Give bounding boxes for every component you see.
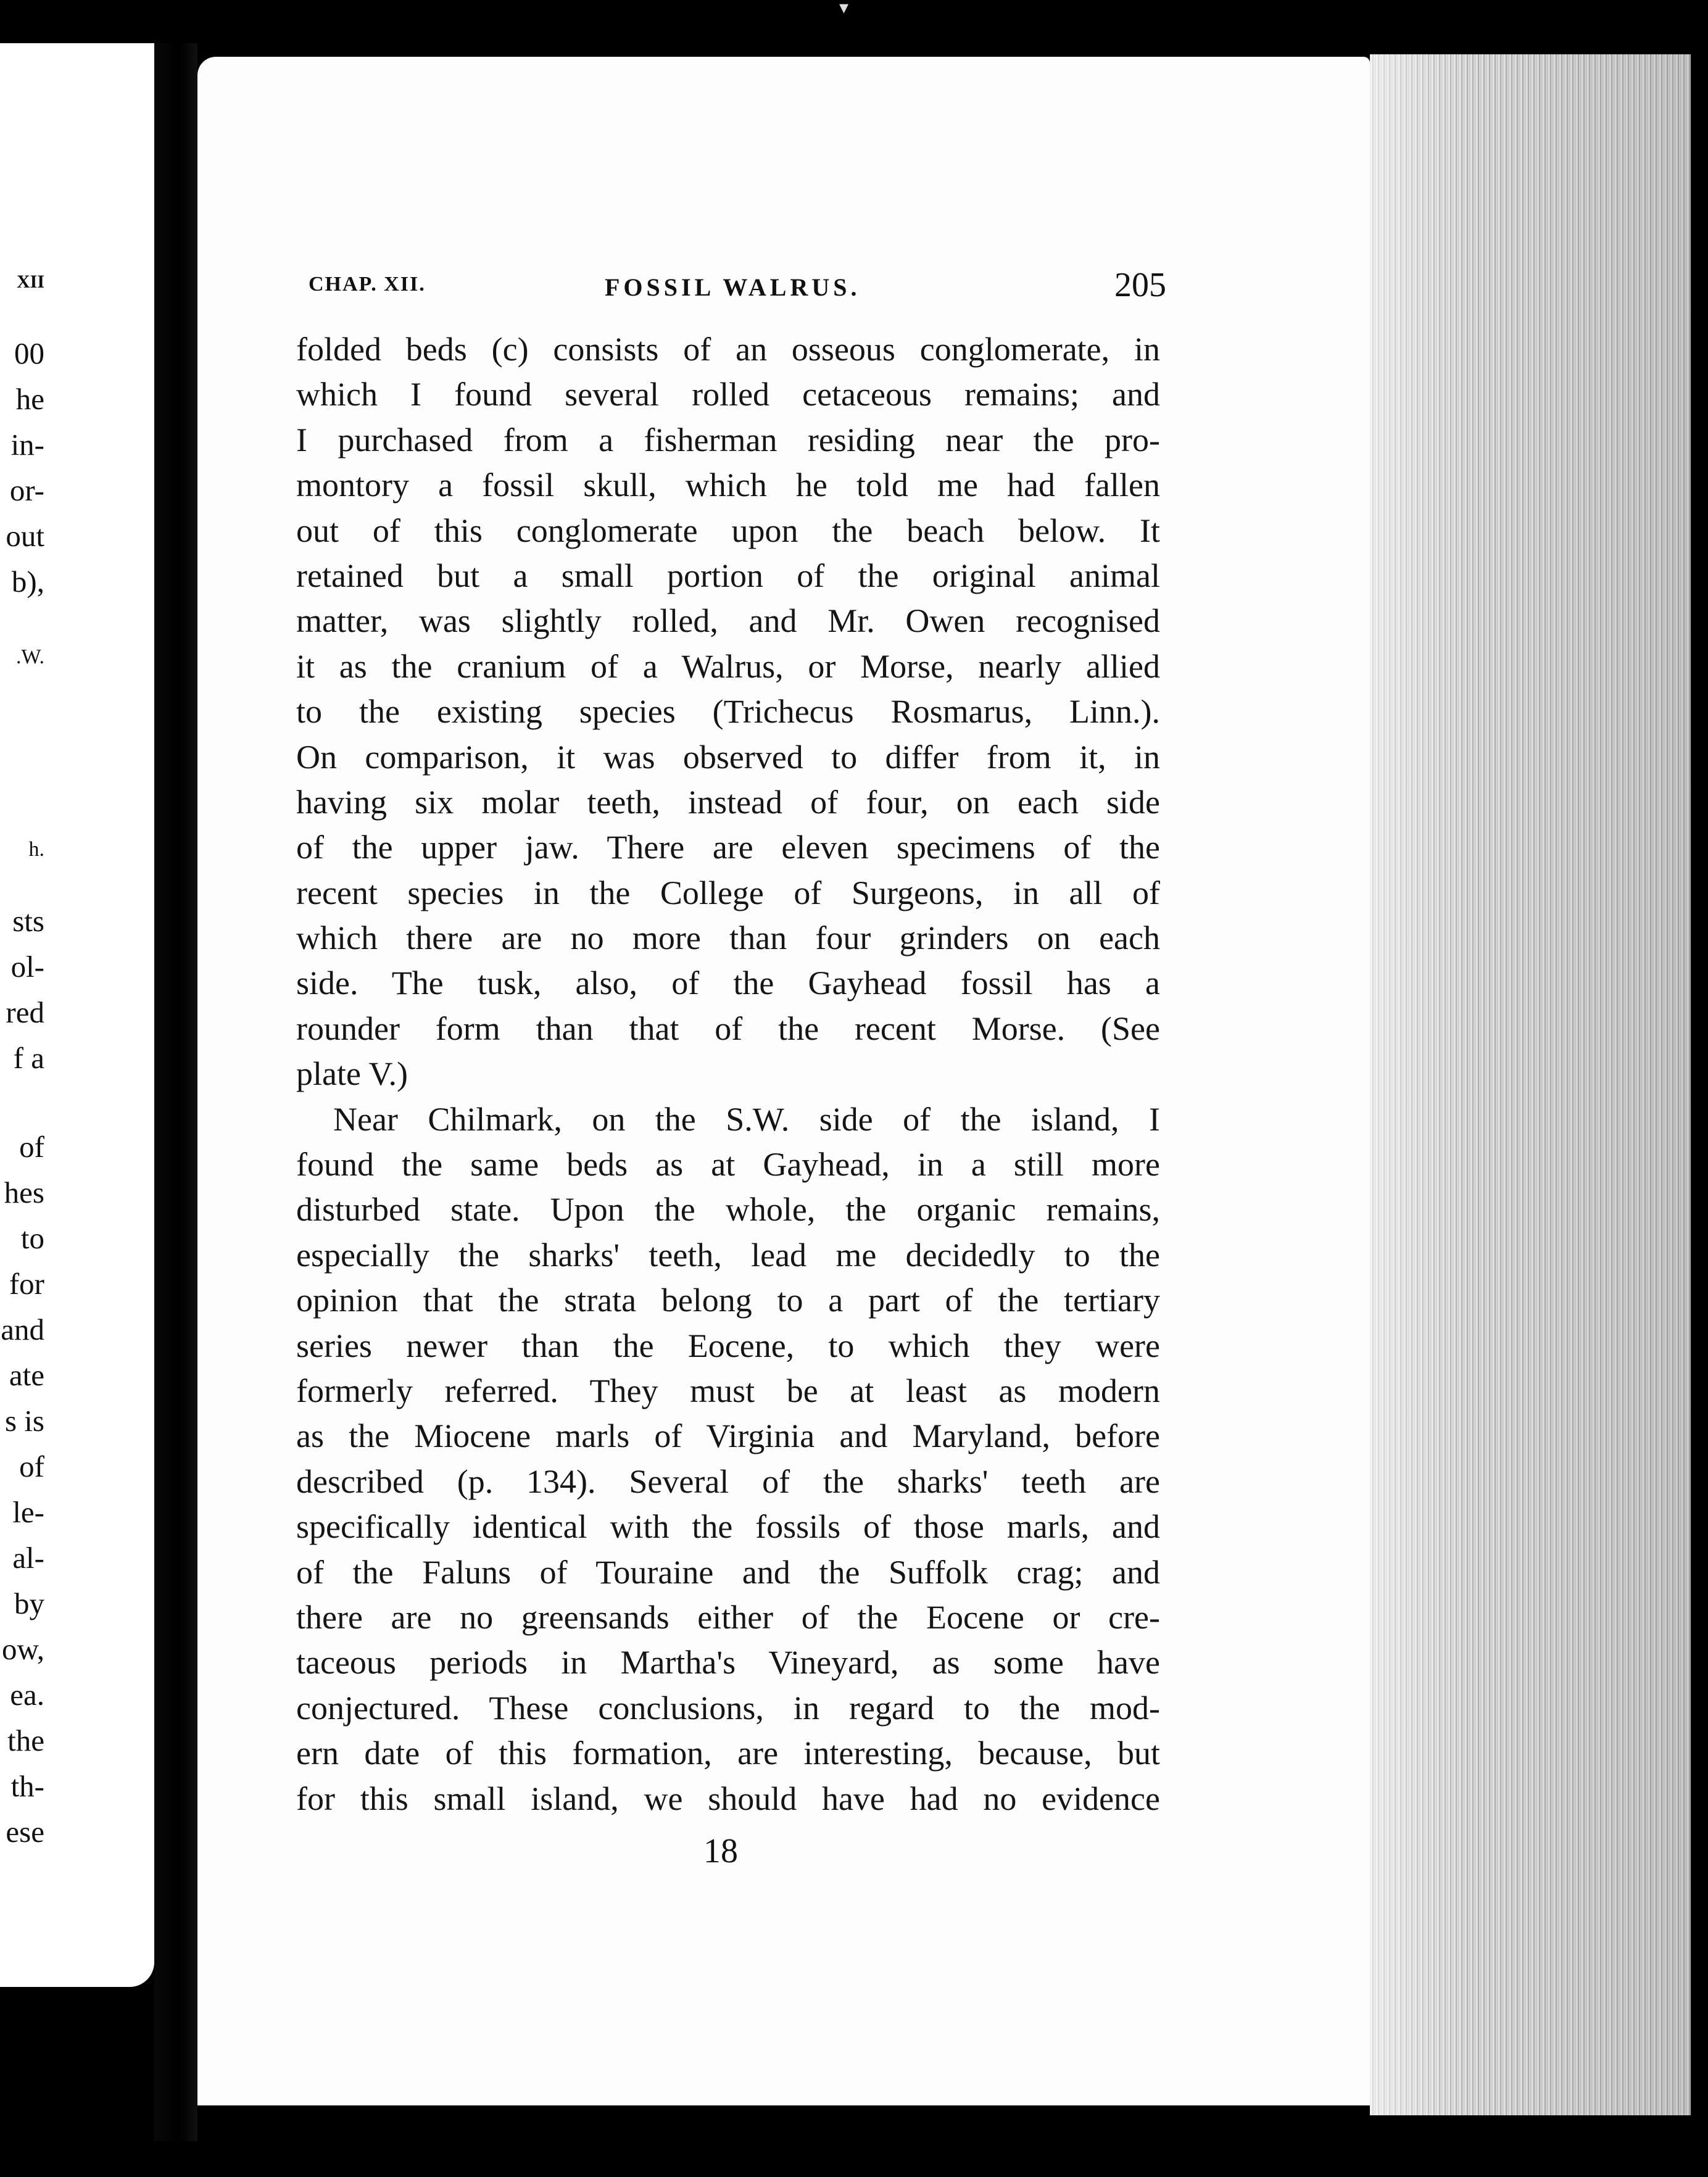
text-line: found the same beds as at Gayhead, in a still more — [296, 1146, 1160, 1184]
left-fragment: s is — [4, 1404, 44, 1438]
text-line: montory a fossil skull, which he told me had fallen — [296, 466, 1160, 504]
text-line: formerly referred. They must be at least as modern — [296, 1372, 1160, 1409]
left-fragment: al- — [12, 1541, 44, 1575]
left-fragment: and — [1, 1312, 44, 1346]
page-number: 205 — [1114, 266, 1166, 304]
text-line: of the upper jaw. There are eleven specimens of the — [296, 829, 1160, 866]
text-line: ern date of this formation, are interesting, because, but — [296, 1735, 1160, 1772]
left-fragment: sts — [12, 904, 44, 938]
left-fragment: he — [15, 382, 44, 416]
text-line: disturbed state. Upon the whole, the organic remains, — [296, 1191, 1160, 1229]
text-line: On comparison, it was observed to differ from it, in — [296, 738, 1160, 776]
text-line: recent species in the College of Surgeons, in all of — [296, 874, 1160, 911]
chapter-label: CHAP. XII. — [309, 273, 426, 296]
text-line: conjectured. These conclusions, in regard to the mod- — [296, 1689, 1160, 1727]
text-line: plate V.) — [296, 1055, 408, 1093]
body-text — [296, 327, 1160, 1822]
left-fragment: le- — [12, 1495, 44, 1529]
text-line: matter, was slightly rolled, and Mr. Owen recognised — [296, 602, 1160, 640]
text-line: Near Chilmark, on the S.W. side of the island, I — [333, 1100, 1160, 1138]
text-line: to the existing species (Trichecus Rosmarus, Linn.). — [296, 693, 1160, 731]
text-line: folded beds (c) consists of an osseous conglomerate, in — [296, 331, 1160, 368]
text-line: retained but a small portion of the original animal — [296, 557, 1160, 594]
running-head-title: FOSSIL WALRUS. — [605, 273, 861, 301]
left-fragment: ese — [6, 1815, 44, 1849]
left-fragment: XII — [16, 272, 44, 292]
left-fragment: ow, — [2, 1632, 44, 1666]
left-fragment: out — [6, 519, 44, 553]
text-line: as the Miocene marls of Virginia and Maryland, before — [296, 1417, 1160, 1455]
text-line: specifically identical with the fossils of those marls, and — [296, 1508, 1160, 1546]
left-fragment: b), — [11, 565, 44, 599]
book-gutter — [154, 43, 197, 2141]
text-line: I purchased from a fisherman residing near the pro- — [296, 421, 1160, 458]
left-page-fragment — [0, 43, 154, 1987]
text-line: which I found several rolled cetaceous remains; and — [296, 376, 1160, 413]
text-line: side. The tusk, also, of the Gayhead fossil has a — [296, 964, 1160, 1002]
text-line: having six molar teeth, instead of four, on each side — [296, 783, 1160, 821]
running-header — [309, 265, 1166, 309]
text-line: there are no greensands either of the Eocene or cre- — [296, 1598, 1160, 1636]
signature-mark: 18 — [703, 1832, 738, 1870]
left-fragment: f a — [13, 1041, 44, 1075]
left-fragment: 00 — [14, 336, 44, 370]
text-line: described (p. 134). Several of the sharks' teeth are — [296, 1462, 1160, 1500]
left-fragment: ate — [9, 1358, 44, 1392]
text-line: rounder form than that of the recent Morse. (See — [296, 1010, 1160, 1047]
left-fragment: h. — [28, 838, 44, 861]
left-fragment: or- — [9, 473, 44, 507]
left-fragment: of — [19, 1130, 44, 1164]
text-line: for this small island, we should have had no evidence — [296, 1780, 1160, 1817]
left-fragment: by — [14, 1586, 44, 1620]
left-fragment: th- — [10, 1769, 44, 1803]
text-line: out of this conglomerate upon the beach below. It — [296, 512, 1160, 549]
left-fragment: in- — [10, 428, 44, 462]
left-page-text-fragments — [0, 43, 154, 1987]
text-line: of the Faluns of Touraine and the Suffolk crag; and — [296, 1553, 1160, 1591]
text-line: taceous periods in Martha's Vineyard, as some have — [296, 1644, 1160, 1681]
scan-mark: ▾ — [839, 0, 849, 18]
left-fragment: to — [20, 1221, 44, 1255]
text-line: it as the cranium of a Walrus, or Morse, nearly allied — [296, 647, 1160, 685]
left-fragment: .W. — [16, 645, 44, 668]
text-line: opinion that the strata belong to a part of the tertiary — [296, 1282, 1160, 1319]
left-fragment: ol- — [10, 950, 44, 984]
left-fragment: red — [6, 995, 44, 1029]
left-fragment: of — [19, 1449, 44, 1483]
left-fragment: ea. — [10, 1678, 44, 1712]
text-line: series newer than the Eocene, to which they were — [296, 1327, 1160, 1364]
left-fragment: the — [7, 1723, 44, 1757]
text-line: which there are no more than four grinders on each — [296, 919, 1160, 957]
text-line: especially the sharks' teeth, lead me decidedly to the — [296, 1236, 1160, 1274]
left-fragment: hes — [4, 1176, 44, 1209]
left-fragment: for — [9, 1267, 44, 1301]
page-edges — [1370, 54, 1691, 2115]
